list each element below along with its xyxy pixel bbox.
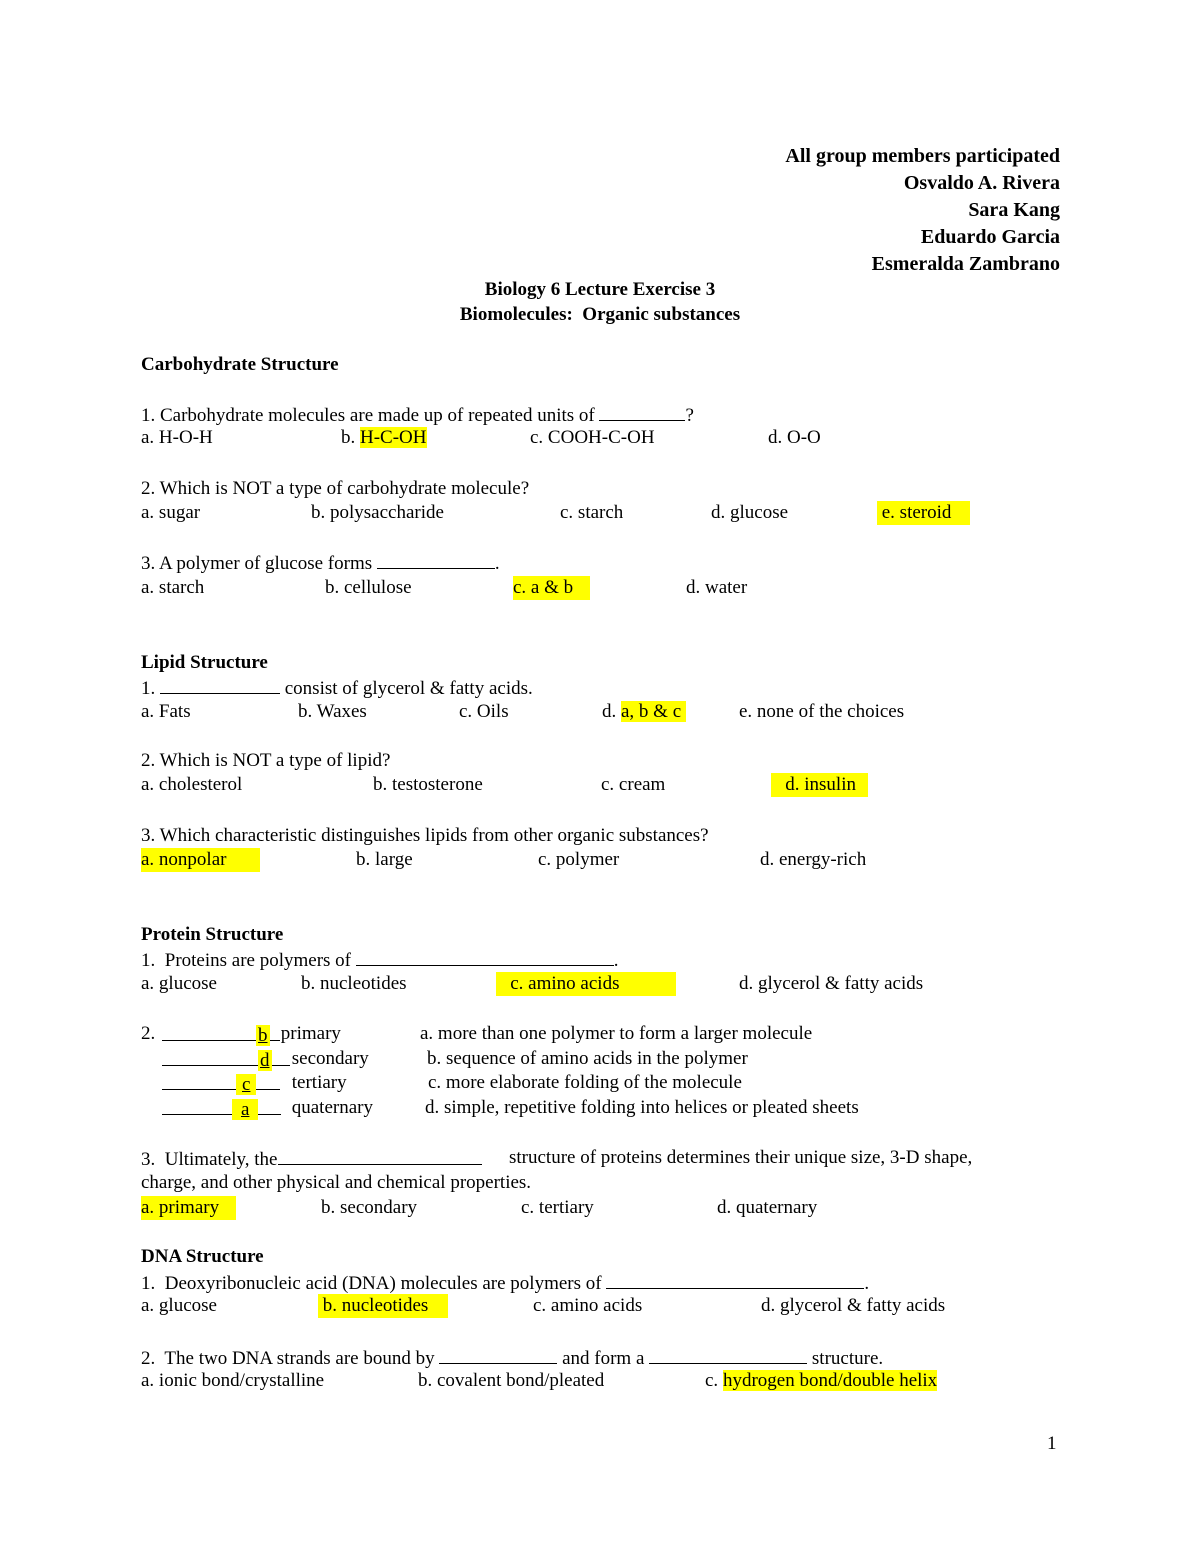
- choice-correct: d. a, b & c: [602, 701, 686, 722]
- question-text-continued: charge, and other physical and chemical properties.: [141, 1172, 532, 1193]
- choice-correct: b. H-C-OH: [341, 427, 427, 448]
- choice: c. polymer: [538, 849, 620, 870]
- choice: b. covalent bond/pleated: [418, 1370, 605, 1391]
- member-name: Esmeralda Zambrano: [871, 253, 1060, 275]
- choice: c. Oils: [459, 701, 509, 722]
- matching-term: secondary: [287, 1048, 369, 1069]
- section-heading-protein: Protein Structure: [141, 924, 284, 945]
- choice: a. starch: [141, 577, 205, 598]
- member-name: Eduardo Garcia: [920, 226, 1060, 248]
- question-text: 1. Proteins are polymers of .: [141, 947, 619, 973]
- question-text: 1. Deoxyribonucleic acid (DNA) molecules are polymers of .: [141, 1270, 869, 1296]
- matching-definition: d. simple, repetitive folding into helices or pleated sheets: [425, 1097, 859, 1118]
- matching-term: primary: [276, 1023, 341, 1044]
- choice: d. glycerol & fatty acids: [739, 973, 924, 994]
- matching-answer: b: [162, 1022, 280, 1048]
- participation-note: All group members participated: [785, 145, 1060, 167]
- choice: b. Waxes: [298, 701, 367, 722]
- choice-correct: e. steroid: [877, 501, 970, 525]
- question-text-continued: structure of proteins determines their unique size, 3-D shape,: [509, 1147, 973, 1168]
- member-name: Osvaldo A. Rivera: [903, 172, 1060, 194]
- section-heading-dna: DNA Structure: [141, 1246, 264, 1267]
- matching-answer: d: [162, 1047, 290, 1073]
- answer-blank: [439, 1345, 557, 1364]
- choice: e. none of the choices: [739, 701, 905, 722]
- document-title: Biology 6 Lecture Exercise 3: [484, 279, 716, 300]
- answer-blank: [160, 675, 280, 694]
- answer-blank: [599, 402, 685, 421]
- choice-correct: a. nonpolar: [141, 848, 260, 872]
- choice: a. Fats: [141, 701, 191, 722]
- matching-term: tertiary: [287, 1072, 347, 1093]
- choice: b. large: [356, 849, 413, 870]
- question-text: 2. Which is NOT a type of lipid?: [141, 750, 391, 771]
- answer-blank: [649, 1345, 807, 1364]
- choice: a. cholesterol: [141, 774, 243, 795]
- choice: a. sugar: [141, 502, 201, 523]
- section-heading-carbohydrate: Carbohydrate Structure: [141, 354, 339, 375]
- choice: c. COOH-C-OH: [530, 427, 655, 448]
- choice: d. glucose: [711, 502, 789, 523]
- question-text: 1. Carbohydrate molecules are made up of repeated units of ?: [141, 402, 694, 428]
- choice: a. glucose: [141, 1295, 217, 1316]
- answer-blank: [606, 1270, 864, 1289]
- choice-correct: b. nucleotides: [318, 1294, 448, 1318]
- question-text: 3. Ultimately, the: [141, 1146, 482, 1172]
- choice: a. glucose: [141, 973, 217, 994]
- choice: d. water: [686, 577, 748, 598]
- question-text: 3. Which characteristic distinguishes lipids from other organic substances?: [141, 825, 709, 846]
- question-text: 3. A polymer of glucose forms .: [141, 550, 500, 576]
- choice: a. H-O-H: [141, 427, 213, 448]
- answer-blank: [278, 1146, 482, 1165]
- choice: d. glycerol & fatty acids: [761, 1295, 946, 1316]
- matching-definition: c. more elaborate folding of the molecule: [428, 1072, 742, 1093]
- choice: b. secondary: [321, 1197, 418, 1218]
- choice: c. cream: [601, 774, 666, 795]
- choice: b. polysaccharide: [311, 502, 444, 523]
- choice-correct: a. primary: [141, 1196, 236, 1220]
- question-text: 2. Which is NOT a type of carbohydrate molecule?: [141, 478, 530, 499]
- choice-correct: c. a & b: [513, 576, 590, 600]
- question-number: 2.: [141, 1023, 160, 1044]
- choice: b. nucleotides: [301, 973, 407, 994]
- member-name: Sara Kang: [968, 199, 1060, 221]
- matching-answer: a: [162, 1096, 281, 1122]
- matching-answer: c: [162, 1071, 280, 1097]
- matching-definition: a. more than one polymer to form a larger molecule: [420, 1023, 813, 1044]
- choice: c. amino acids: [533, 1295, 643, 1316]
- choice: b. testosterone: [373, 774, 483, 795]
- choice: c. starch: [560, 502, 624, 523]
- choice-correct: c. hydrogen bond/double helix: [705, 1370, 938, 1391]
- choice: a. ionic bond/crystalline: [141, 1370, 325, 1391]
- matching-term: quaternary: [287, 1097, 373, 1118]
- choice: d. energy-rich: [760, 849, 867, 870]
- page-number: 1: [1047, 1433, 1057, 1454]
- choice-correct: d. insulin: [771, 773, 868, 797]
- matching-definition: b. sequence of amino acids in the polymer: [427, 1048, 748, 1069]
- choice: d. quaternary: [717, 1197, 818, 1218]
- choice: c. tertiary: [521, 1197, 594, 1218]
- question-text: 2. The two DNA strands are bound by and form a structure.: [141, 1345, 883, 1371]
- answer-blank: [356, 947, 614, 966]
- answer-blank: [377, 550, 495, 569]
- choice: b. cellulose: [325, 577, 412, 598]
- question-text: 1. consist of glycerol & fatty acids.: [141, 675, 533, 701]
- choice: d. O-O: [768, 427, 821, 448]
- choice-correct: c. amino acids: [496, 972, 676, 996]
- section-heading-lipid: Lipid Structure: [141, 652, 268, 673]
- document-subtitle: Biomolecules: Organic substances: [459, 304, 741, 325]
